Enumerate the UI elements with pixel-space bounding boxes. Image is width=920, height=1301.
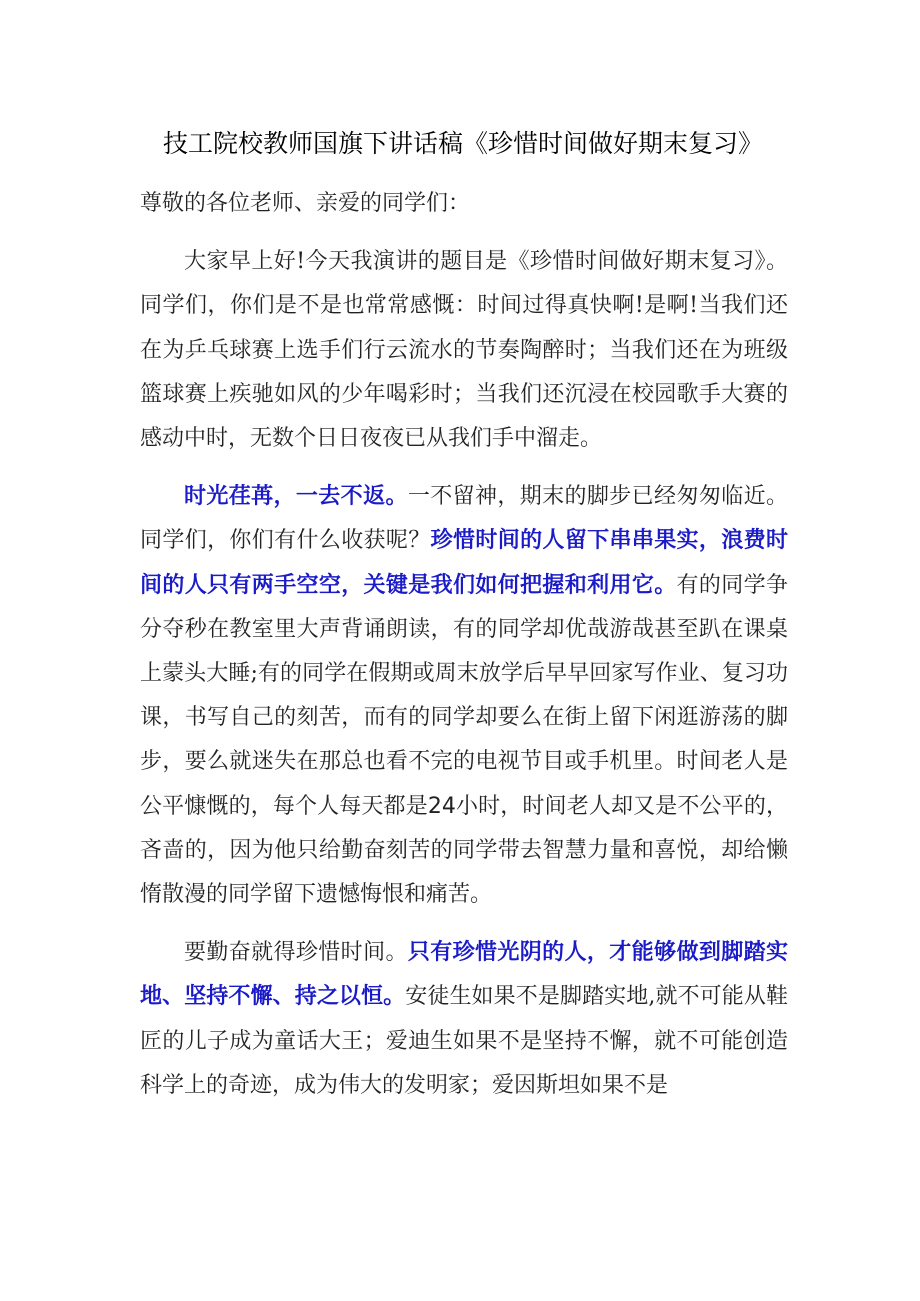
number-text: 24 [427,793,456,819]
body-text-run: 要勤奋就得珍惜时间。 [184,940,408,966]
greeting-line: 尊敬的各位老师、亲爱的同学们： [140,191,471,216]
paragraph-3 [140,931,788,1108]
highlight-text: 珍惜时间的人留下串串果实，浪费时间的人只有两手空空，关键是我们如何把握和利用它。 [140,528,788,598]
body-text-run: 小时，时间老人却又是不公平的，吝啬的，因为他只给勤奋刻苦的同学带去智慧力量和喜悦，却给懒惰散漫的同学留下遗憾悔恨和痛苦。 [140,793,788,908]
document-body [140,182,788,1122]
body-text-run: 安徒生如果不是脚踏实地,就不可能从鞋匠的儿子成为童话大王；爱迪生如果不是坚持不懈，就不可能创造科学上的奇迹，成为伟大的发明家；爱因斯坦如果不是 [140,984,788,1098]
body-text-run: 有的同学争分夺秒在教室里大声背诵朗读，有的同学却优哉游哉甚至趴在课桌上蒙头大睡;有的同学在假期或周末放学后早早回家写作业、复习功课，书写自己的刻苦，而有的同学却要么在街上留下闲逛游荡的脚步，要么就迷失在那总也看不完的电视节目或手机里。时间老人是公平慷慨的，每个人每天都是 [140,572,788,819]
paragraph-1: 大家早上好!今天我演讲的题目是《珍惜时间做好期末复习》。同学们，你们是不是也常常感慨：时间过得真快啊!是啊!当我们还在为乒乓球赛上选手们行云流水的节奏陶醉时；当我们还在为班级篮球赛上疾驰如风的少年喝彩时；当我们还沉浸在校园歌手大赛的感动中时，无数个日日夜夜已从我们手中溜走。 [140,249,788,452]
paragraph-2 [140,475,788,917]
document-title: 技工院校教师国旗下讲话稿《珍惜时间做好期末复习》 [162,129,763,158]
highlight-text: 只有珍惜光阴的人，才能够做到脚踏实地、坚持不懈、持之以恒。 [140,940,788,1010]
body-text-run: 一不留神，期末的脚步已经匆匆临近。同学们，你们有什么收获呢？ [140,484,788,554]
highlight-text: 时光荏苒，一去不返。 [184,484,408,510]
